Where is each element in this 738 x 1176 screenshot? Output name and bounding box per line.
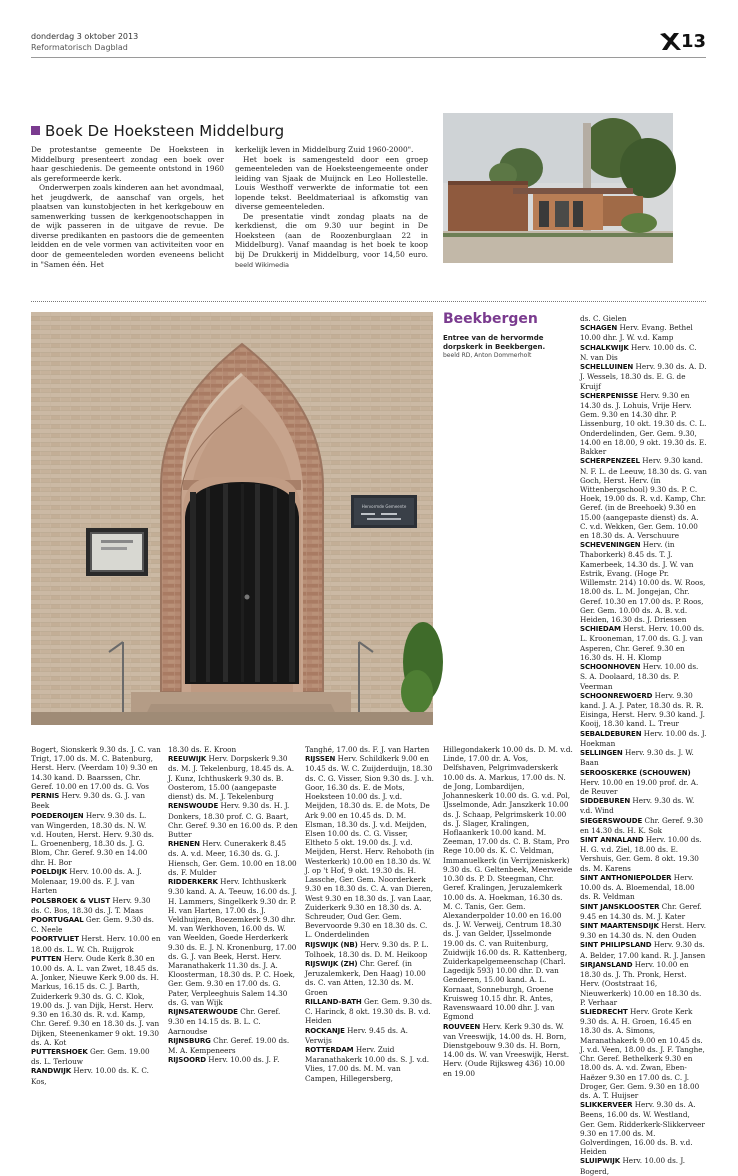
listing-services: Chr. Geref. 9.30 en 14.30 ds. H. K. Sok — [580, 815, 703, 835]
listing-entry — [168, 1055, 298, 1065]
listing-place: SCHALKWIJK — [580, 343, 629, 352]
listing-services: Herv. Kerk 9.30 ds. W. van Vreeswijk, 14.00 ds. H. Born, Dienstgebouw 9.30 ds. H. Born, 14.00 ds. W. van Vreeswijk, Herst. Herv. (Oude Rijksweg 436) 10.00 en 19.00 — [443, 1021, 570, 1078]
listing-entry — [305, 959, 435, 997]
listing-entry — [580, 1156, 707, 1175]
church-listings-column-2 — [168, 745, 298, 1065]
purple-square-icon — [31, 126, 40, 135]
listing-entry — [305, 745, 435, 754]
newspaper-name: Reformatorisch Dagblad — [31, 43, 128, 52]
listing-place: RENSWOUDE — [168, 802, 219, 811]
article-paragraph: Het boek is samengesteld door een groep gemeenteleden van de Hoeksteengemeente onder leiding van Sjaak de Muijnck en Leo Hollestelle. Louis Westhoff verwerkte de informatie tot een lopende tekst. Beeldmateriaal is afkomstig van diverse gemeenteleden. — [235, 154, 428, 212]
listing-services: Herv. 10.00 ds. K. C. Kos, — [31, 1066, 149, 1086]
issue-date: donderdag 3 oktober 2013 — [31, 32, 139, 41]
listing-entry — [443, 1022, 573, 1078]
listing-place: RIJNSBURG — [168, 1036, 211, 1045]
listing-services: Herv. Grote Kerk 9.30 ds. A. H. Groen, 16.45 en 18.30 ds. A. Simons, Maranathakerk 9.00 en 10.45 ds. J. v.d. Veen, 18.00 ds. J. F. Tanghe, Chr. Geref. Bethelkerk 9.30 en 18.00 ds. A. v.d. Zwan, Eben-Haëzer 9.30 en 17.00 ds. C. J. Droger, Ger. Gem. 9.30 en 18.00 ds. A. T. Huijser — [580, 1006, 705, 1100]
listing-services: Herv. 10.00 ds. A. J. Molenaar, 19.00 ds. F. J. van Harten — [31, 866, 142, 896]
listing-place: RANDWIJK — [31, 1067, 72, 1076]
listing-place: RIJSSEN — [305, 755, 336, 764]
article-column-1 — [31, 145, 224, 269]
listing-entry — [305, 1026, 435, 1045]
listing-entry — [305, 754, 435, 939]
listing-entry — [580, 391, 707, 457]
listing-place: PERNIS — [31, 792, 60, 801]
listing-services: Herv. Ichthuskerk 9.30 kand. A. A. Teeuw, 16.00 ds. J. H. Lammers, Singelkerk 9.30 dr. P. H. van Harten, 17.00 ds. J. Veldhuijzen, Boezemkerk 9.30 dhr. M. van Werkhoven, 16.00 ds. W. van Weelden, Goede Herderkerk 9.30 ds. E. J. N. Kronenburg, 17.00 ds. G. J. van Beek, Herst. Herv. Maranathakerk 11.30 ds. J. A. Kloosterman, 18.30 ds. P. C. Hoek, Ger. Gem. 9.30 en 17.00 ds. G. Pater, Verpleeghuis Salem 14.30 ds. G. van Wijk — [168, 877, 297, 1007]
article-column-2 — [235, 145, 428, 269]
listing-place: RILLAND-BATH — [305, 997, 362, 1006]
listing-place: ROUVEEN — [443, 1022, 481, 1031]
listing-entry — [580, 960, 707, 1007]
listing-place: SCHAGEN — [580, 324, 618, 333]
listing-services: Ger. Gem. 19.00 ds. L. Terlouw — [31, 1047, 150, 1067]
listing-entry — [580, 796, 707, 815]
listing-services: 18.30 ds. E. Kroon — [168, 745, 237, 754]
listing-place: SLIEDRECHT — [580, 1007, 628, 1016]
listing-place: SEROOSKERKE (SCHOUWEN) — [580, 768, 691, 777]
listing-place: SIEGERSWOUDE — [580, 816, 643, 825]
listing-entry — [580, 362, 707, 391]
listing-entry — [580, 314, 707, 323]
listing-entry — [305, 1045, 435, 1083]
church-listings-column-4 — [443, 745, 573, 1078]
listing-entry — [305, 997, 435, 1026]
listing-services: Herv. 9.30 ds. P. L. Tolhoek, 18.30 ds. D. M. Heikoop — [305, 939, 429, 959]
listing-services: ds. C. Gielen — [580, 314, 627, 323]
church-listings-column-3 — [305, 745, 435, 1083]
listing-services: Herv. 10.00 ds. J. Bogerd, — [580, 1156, 686, 1176]
caption-credit: beeld RD, Anton Dommerholt — [443, 352, 532, 359]
listing-place: SIDDEBUREN — [580, 797, 631, 806]
listing-entry — [580, 940, 707, 959]
listing-place: POORTUGAAL — [31, 915, 84, 924]
listing-entry — [580, 816, 707, 835]
listing-place: SLIKKERVEER — [580, 1101, 633, 1110]
listing-place: SCHEVENINGEN — [580, 541, 641, 550]
listing-services: Herv. 9.30 ds. H. J. Donkers, 18.30 prof. C. G. Baart, Chr. Geref. 9.30 en 16.00 ds. P. den Butter — [168, 801, 298, 839]
listing-services: Herv. Zuid Maranathakerk 10.00 ds. S. J. v.d. Vlies, 17.00 ds. M. M. van Campen, Hillegersberg, — [305, 1045, 430, 1083]
listing-services: Herv. 9.30 kand. J. A. J. Pater, 18.30 ds. R. R. Eisinga, Herst. Herv. 9.30 kand. J. Kooij, 18.30 kand. L. Treur — [580, 690, 705, 729]
listing-services: Herv. 9.30 ds. A. D. J. Wessels, 18.30 ds. E. G. de Kruijf — [580, 362, 707, 391]
listing-services: Herv. 9.30 kand. N. F. L. de Leeuw, 18.30 ds. G. van Goch, Herst. Herv. (in Wittenbergschool) 9.30 ds. P. C. Hoek, 19.00 ds. R. v.d. Kamp, Chr. Geref. (in de Breehoek) 9.30 en 15.00 (aangepaste dienst) ds. A. C. v.d. Wekken, Ger. Gem. 10.00 en 18.30 ds. A. Verschuure — [580, 456, 707, 541]
listing-services: Herv. 10.00 ds. A. Bloemendal, 18.00 ds. R. Veldman — [580, 872, 695, 902]
listing-place: SINT PHILIPSLAND — [580, 941, 652, 950]
listing-services: Herv. Evang. Bethel 10.00 dhr. J. W. v.d. Kamp — [580, 323, 693, 343]
listing-place: RHENEN — [168, 840, 200, 849]
listing-entry — [580, 323, 707, 342]
listing-services: Herv. (in Thaborkerk) 8.45 ds. T. J. Kamerbeek, 14.30 ds. J. W. van Estrik, Evang. (Hoge Pr. Willemstr. 214) 10.00 ds. W. Roos, 18.00 ds. L. M. Jongejan, Chr. Geref. 10.30 en 17.00 ds. P. Roos, Ger. Gem. 10.00 ds. A. B. v.d. Heiden, 16.30 ds. J. Driessen — [580, 540, 706, 624]
listing-entry — [580, 768, 707, 797]
listing-place: RIJSOORD — [168, 1056, 206, 1065]
listing-services: Chr. Geref. 9.30 en 14.15 ds. B. L. C. Aarnoudse — [168, 1007, 281, 1036]
listing-services: Bogert, Sionskerk 9.30 ds. J. C. van Trigt, 17.00 ds. M. C. Batenburg, Herst. Herv. (Veerdam 10) 9.30 en 14.30 kand. D. Baarssen, Chr. Geref. 10.00 en 17.00 ds. G. Vos — [31, 745, 161, 791]
listing-entry — [580, 540, 707, 624]
listing-services: Herv. 9.30 ds. G. J. van Beek — [31, 791, 146, 811]
listing-entry — [580, 873, 707, 902]
listing-place: SINT MAARTENSDIJK — [580, 922, 659, 930]
listing-place: SEBALDEBUREN — [580, 729, 642, 738]
listing-services: Herv. Cunerakerk 8.45 ds. A. v.d. Meer, 16.30 ds. G. J. Hiensch, Ger. Gem. 10.00 en 18.00 ds. F. Mulder — [168, 839, 297, 877]
listing-services: Herst. Herv. 9.30 en 14.30 ds. N. den Ouden — [580, 921, 707, 941]
article-photo-credit: beeld Wikimedia — [235, 260, 290, 269]
listing-services: Herv. 10.00 ds. S. A. Doolaard, 18.30 ds. P. Veerman — [580, 662, 699, 691]
listing-services: Herv. 9.30 ds. A. Belder, 17.00 kand. R. J. Jansen — [580, 940, 706, 960]
page-header — [31, 32, 706, 58]
listing-entry — [443, 745, 573, 1022]
listing-entry — [31, 791, 161, 810]
listing-place: RIJNSATERWOUDE — [168, 1008, 238, 1017]
listing-entry — [580, 691, 707, 729]
listing-entry — [31, 1047, 161, 1066]
page-number: 13 — [680, 31, 706, 52]
listing-entry — [168, 877, 298, 1007]
listing-entry — [31, 1066, 161, 1085]
listing-place: SINT JANSKLOOSTER — [580, 902, 660, 911]
listing-place: SCHOONREWOERD — [580, 691, 653, 700]
listing-entry — [580, 662, 707, 691]
listing-entry — [168, 754, 298, 801]
article-paragraph: De protestantse gemeente De Hoeksteen in Middelburg presenteert zondag een boek over haar geschiedenis. De gemeente ontstond in 1960 als gereformeerde kerk. — [31, 145, 224, 183]
listing-entry — [168, 1007, 298, 1036]
listing-entry — [580, 624, 707, 662]
article-heading — [31, 121, 285, 140]
listing-entry — [168, 1036, 298, 1055]
caption-title: Beekbergen — [443, 311, 538, 327]
listing-place: SIRJANSLAND — [580, 960, 633, 969]
listing-services: Hillegondakerk 10.00 ds. D. M. v.d. Linde, 17.00 dr. A. Vos, Delfshaven, Pelgrimvaderskerk 10.00 ds. A. Markus, 17.00 ds. N. de Jong, Lombardijen, Johanneskerk 10.00 ds. G. v.d. Pol, IJsselmonde, Adr. Janszkerk 10.00 ds. J. Schaap, Pelgrimskerk 10.00 ds. J. Slager, Kralingen, Hoflaankerk 10.00 kand. M. Zeeman, 17.00 ds. C. B. Stam, Pro Rege 10.00 ds. K. C. Veldman, Immanuelkerk (in Verrijzeniskerk) 9.30 ds. G. Geltenbeek, Meerweide 10.30 ds. P. D. Steegman, Chr. Geref. Kralingen, Jeruzalemkerk 10.00 ds. A. Hoekman, 16.30 ds. M. C. Tanis, Ger. Gem. Alexanderpolder 10.00 en 16.00 ds. J. W. Verweij, Centrum 18.30 ds. J. van Gelder, IJsselmonde 19.00 ds. C. van Ruitenburg, Zuidwijk 16.00 ds. R. Kattenberg, Zuiderkapelgemeenschap (Charl. Lagedijk 593) 10.00 dhr. D. van Genderen, 15.00 kand. A. L. Kornaat, Sonneburgh, Groene Kruisweg 10.15 dhr. R. Antes, Ravenswaard 10.00 dhr. J. van Egmond — [443, 745, 573, 1022]
listing-services: Chr. Geref. (in Jeruzalemkerk, Den Haag) 10.00 ds. C. van Atten, 12.30 ds. M. Groen — [305, 959, 426, 997]
listing-place: SCHOONHOVEN — [580, 663, 641, 672]
listing-services: Chr. Geref. 19.00 ds. M. A. Kempeneers — [168, 1035, 290, 1055]
listing-place: POEDEROIJEN — [31, 811, 84, 820]
listing-entry — [168, 745, 298, 754]
listing-entry — [31, 867, 161, 896]
listing-services: Ger. Gem. 9.30 ds. C. Neele — [31, 914, 154, 935]
listing-services: Herv. 9.30 ds. A. Beens, 16.00 ds. W. Westland, Ger. Gem. Ridderkerk-Slikkerveer 9.30 en 17.00 ds. M. Golverdingen, 16.00 ds. B. v.d. Heiden — [580, 1100, 705, 1157]
listing-entry — [305, 940, 435, 959]
caption-text: Entree van de hervormde dorpskerk in Beekbergen. — [443, 334, 546, 351]
listing-entry — [580, 835, 707, 873]
hoeksteen-church-photo — [443, 113, 673, 263]
listing-entry — [168, 801, 298, 839]
listing-place: RIDDERKERK — [168, 878, 218, 887]
church-listings-column-1 — [31, 745, 161, 1086]
church-signboard: Hervormde Gemeente — [361, 504, 407, 509]
listing-services: Herv. 10.00 ds. J. Hoekman — [580, 728, 707, 748]
listing-place: RIJSWIJK (NB) — [305, 940, 358, 949]
listing-services: Herv. 9.30 ds. C. Bos, 18.30 ds. J. T. Maas — [31, 895, 151, 915]
header-rule — [31, 57, 706, 58]
church-listings-column-right — [580, 314, 707, 1176]
listing-services: Herv. 10.00 ds. J. F. — [208, 1055, 280, 1065]
article-paragraph-text: De presentatie vindt zondag plaats na de kerkdienst, die om 9.30 uur begint in De Hoeksteen (aan de Roozenburglaan 22 in Middelburg). Vanaf maandag is het boek te koop bij De Drukkerij in Middelburg, voor 14,50 euro. — [235, 211, 428, 260]
listing-entry — [580, 1007, 707, 1100]
listing-place: POELDIJK — [31, 867, 67, 876]
listing-services: Herv. Schildkerk 9.00 en 10.45 ds. W. C. Zuijderduijn, 18.30 ds. C. G. Visser, Sion 9.30 ds. J. v.h. Goor, 16.30 ds. E. de Mots, Hoeksteen 10.00 ds. J. v.d. Meijden, 18.30 ds. E. de Mots, De Ark 9.00 en 10.45 ds. D. M. Elsman, 18.30 ds. J. v.d. Meijden, Elsen 10.00 ds. C. G. Visser, Eltheto 5 okt. 19.00 ds. J. v.d. Meijden, Herst. Herv. Rehoboth (in Westerkerk) 10.00 en 18.30 ds. W. J. op 't Hof, 9 okt. 19.30 ds. H. Lassche, Ger. Gem. Noorderkerk 9.30 en 18.30 ds. C. A. van Dieren, West 9.30 en 18.30 ds. J. van Laar, Zuiderkerk 9.30 en 18.30 ds. A. Schreuder, Oud Ger. Gem. Bevervoorde 9.30 en 18.30 ds. C. L. Onderdelinden — [305, 754, 435, 940]
beekbergen-church-photo — [31, 312, 433, 725]
listing-services: Herv. 9.30 en 14.30 ds. J. Lohuis, Vrije Herv. Gem. 9.30 en 14.30 dhr. P. Lissenburg, 10 okt. 19.30 ds. C. L. Onderdelinden, Ger. Gem. 9.30, 14.00 en 18.00, 9 okt. 19.30 ds. E. Bakker — [580, 390, 707, 457]
section-divider — [31, 301, 706, 302]
listing-entry — [31, 896, 161, 915]
listing-services: Herv. 10.00 en 18.30 ds. J. Th. Pronk, Herst. Herv. (Ooststraat 16, Nieuwerkerk) 10.00 en 18.30 ds. P. Verhaar — [580, 959, 702, 1007]
listing-entry — [168, 839, 298, 877]
listing-services: Herv. 9.30 ds. L. van Wingerden, 18.30 ds. N. W. v.d. Houten, Herst. Herv. 9.30 ds. L. Groenenberg, 18.30 ds. J. G. Blom, Chr. Geref. 9.30 en 14.00 dhr. H. Bor — [31, 810, 154, 867]
listing-services: Chr. Geref. 9.45 en 14.30 ds. M. J. Kater — [580, 901, 702, 921]
listing-entry — [580, 902, 707, 921]
listing-place: SCHELLUINEN — [580, 363, 634, 372]
listing-entry — [31, 934, 161, 953]
listing-entry — [580, 729, 707, 748]
listing-entry — [31, 811, 161, 867]
listing-place: POLSBROEK & VLIST — [31, 896, 111, 905]
listing-place: SLUIPWIJK — [580, 1157, 621, 1166]
listing-services: Herst. Herv. 10.00 ds. L. Krooneman, 17.00 ds. G. J. van Asperen, Chr. Geref. 9.30 en 16.30 ds. H. H. Klomp — [580, 624, 705, 662]
listing-place: SCHIEDAM — [580, 625, 621, 634]
listing-entry — [31, 915, 161, 934]
listing-services: Herv. Dorpskerk 9.30 ds. M. J. Tekelenburg, 18.45 ds. A. J. Kunz, Ichthuskerk 9.30 ds. B. Oosterom, 15.00 (aangepaste dienst) ds. M. J. Tekelenburg — [168, 754, 295, 802]
listing-place: SINT ANTHONIEPOLDER — [580, 873, 672, 882]
listing-place: RIJSWIJK (ZH) — [305, 960, 358, 969]
newspaper-logo-icon — [658, 32, 682, 52]
listing-place: REEUWIJK — [168, 755, 207, 764]
listing-place: PUTTEN — [31, 954, 62, 963]
listing-entry — [580, 921, 707, 940]
listing-services: Herst. Herv. 10.00 en 18.00 ds. L. W. Ch. Ruijgrok — [31, 934, 161, 954]
article-paragraph-last — [235, 212, 428, 269]
listing-entry — [580, 1100, 707, 1156]
listing-services: Herv. 10.00 ds. H. G. v.d. Ziel, 18.00 ds. E. Vershuis, Ger. Gem. 8 okt. 19.30 ds. M. Karens — [580, 835, 702, 873]
listing-place: PUTTERSHOEK — [31, 1048, 88, 1056]
listing-place: SCHERPENISSE — [580, 391, 638, 400]
listing-entry — [31, 745, 161, 791]
listing-place: ROCKANJE — [305, 1026, 345, 1035]
listing-services: Tanghé, 17.00 ds. F. J. van Harten — [305, 745, 430, 754]
article-paragraph: Onderwerpen zoals kinderen aan het avondmaal, het jeugdwerk, de aanschaf van orgels, het plaatsen van kunstobjecten in het kerkgebouw en samenwerking tussen de kerkgenootschappen in de wijk passeren in de uitgave de revue. De diverse predikanten en pastoors die de gemeenten leidden en de vele vormen van activiteiten voor en door de gemeenteleden worden eveneens belicht in "Samen één. Het — [31, 183, 224, 269]
listing-place: POORTVLIET — [31, 935, 79, 944]
listing-services: Herv. 9.30 ds. J. W. Baan — [580, 748, 694, 768]
listing-services: Herv. 10.00 ds. C. N. van Dis — [580, 342, 697, 362]
listing-services: Herv. 9.30 ds. W. v.d. Wind — [580, 796, 695, 816]
listing-services: Herv. 9.45 ds. A. Verwijs — [305, 1025, 408, 1045]
listing-place: SINT ANNALAND — [580, 836, 644, 845]
listing-entry — [580, 456, 707, 540]
listing-services: Herv. Oude Kerk 8.30 en 10.00 ds. A. L. van Zwet, 18.45 ds. A. Jonker, Nieuwe Kerk 9.00 ds. H. Markus, 16.15 ds. C. J. Barth, Zuiderkerk 9.30 ds. G. C. Klok, 19.00 ds. J. van Dijk, Herst. Herv. 9.30 en 16.30 ds. R. v.d. Kamp, Chr. Geref. 9.30 en 18.30 ds. J. van Dijken, Steenenkamer 9 okt. 19.30 ds. A. Kot — [31, 953, 160, 1047]
listing-place: SELLINGEN — [580, 749, 623, 758]
listing-services: Ger. Gem. 9.30 ds. C. Harinck, 8 okt. 19.30 ds. B. v.d. Heiden — [305, 996, 433, 1026]
listing-entry — [31, 954, 161, 1047]
listing-services: Herv. 10.00 en 19.00 prof. dr. A. de Reuver — [580, 777, 699, 796]
listing-entry — [580, 748, 707, 767]
article-paragraph: kerkelijk leven in Middelburg Zuid 1960-2000". — [235, 145, 414, 154]
listing-place: ROTTERDAM — [305, 1046, 354, 1054]
listing-entry — [580, 343, 707, 362]
listing-place: SCHERPENZEEL — [580, 457, 640, 466]
article-title: Boek De Hoeksteen Middelburg — [45, 122, 285, 140]
